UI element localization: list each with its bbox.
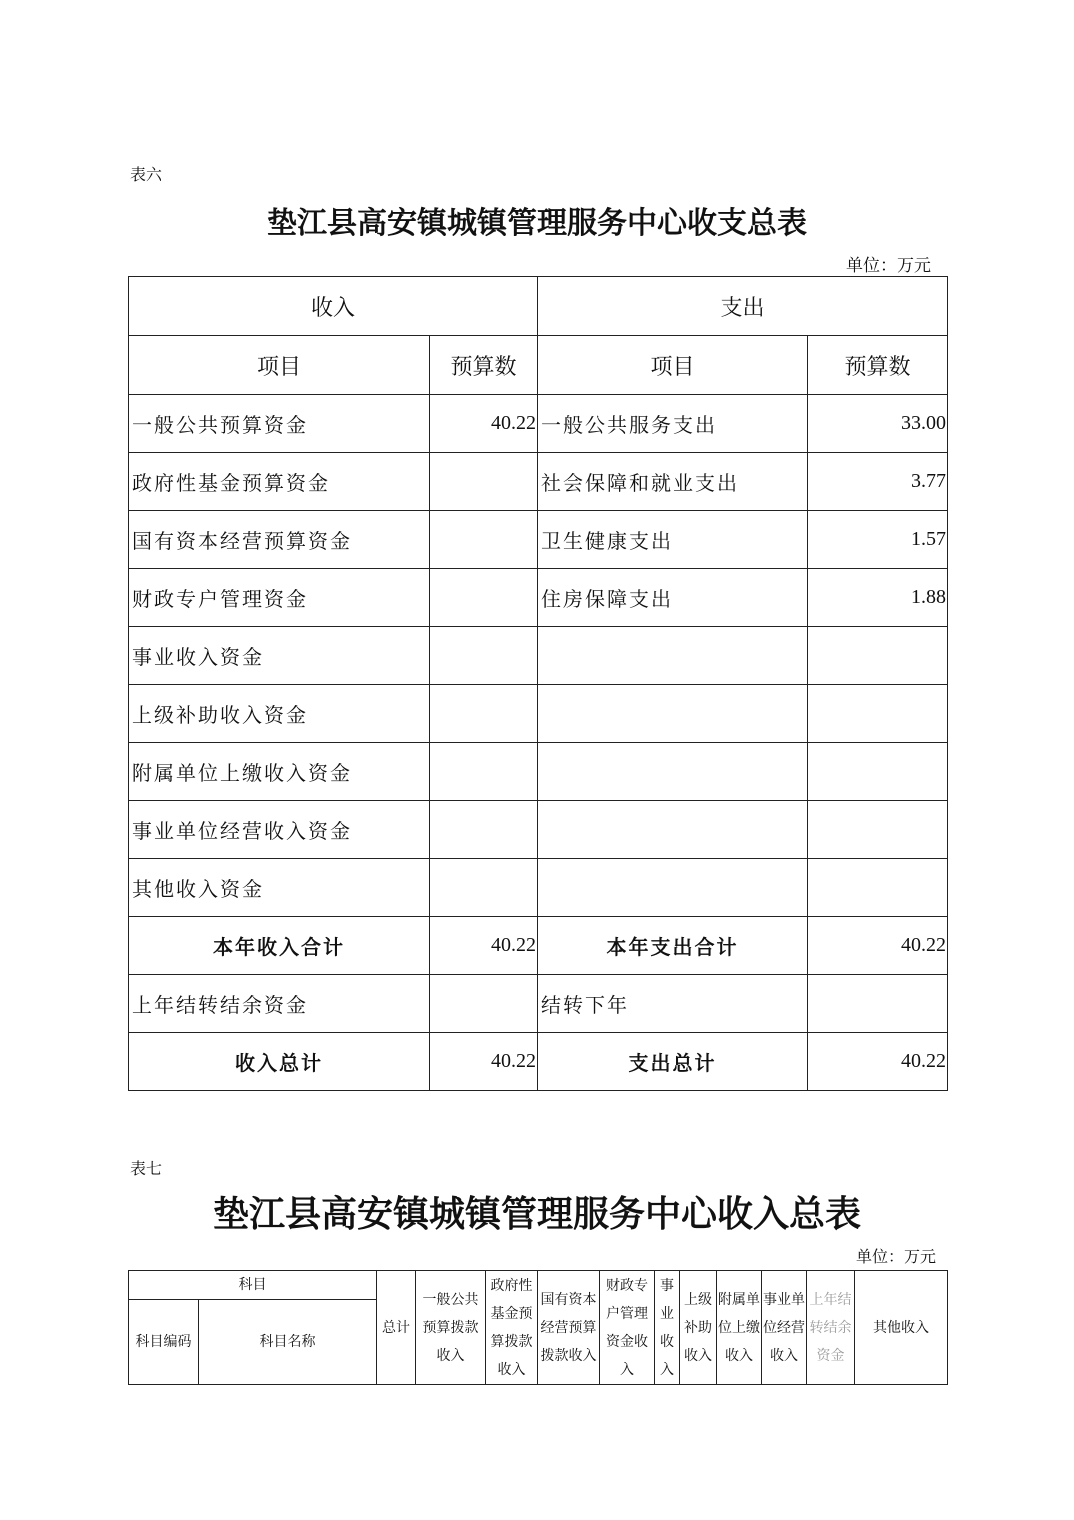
income-value: [430, 685, 538, 743]
year-income-total-label: 本年收入合计: [129, 917, 430, 975]
expense-budget-column-header: 预算数: [808, 336, 948, 395]
income-value: [430, 859, 538, 917]
expense-item: [538, 859, 808, 917]
superior-subsidy-header: 上级补助收入: [680, 1271, 717, 1385]
expense-item: 社会保障和就业支出: [538, 453, 808, 511]
expense-value: [808, 627, 948, 685]
expense-value: 1.88: [808, 569, 948, 627]
income-value: [430, 569, 538, 627]
income-item: 事业收入资金: [129, 627, 430, 685]
income-item: 国有资本经营预算资金: [129, 511, 430, 569]
expense-value: 1.57: [808, 511, 948, 569]
table7-unit: 单位：万元: [856, 1247, 937, 1266]
income-item: 事业单位经营收入资金: [129, 801, 430, 859]
income-grand-total-label: 收入总计: [129, 1033, 430, 1091]
table-row: [129, 685, 948, 743]
expense-grand-total-value: 40.22: [808, 1033, 948, 1091]
expense-grand-total-label: 支出总计: [538, 1033, 808, 1091]
table-row: [129, 743, 948, 801]
carryover-income-value: [430, 975, 538, 1033]
income-item: 上级补助收入资金: [129, 685, 430, 743]
general-budget-header: 一般公共预算拨款收入: [416, 1271, 486, 1385]
fund-budget-header: 政府性基金预算拨款收入: [486, 1271, 538, 1385]
table-row: [129, 569, 948, 627]
year-expense-total-value: 40.22: [808, 917, 948, 975]
table-row: [129, 453, 948, 511]
table6-label: 表六: [130, 165, 163, 184]
expense-item: [538, 685, 808, 743]
income-value: [430, 511, 538, 569]
expense-header: 支出: [538, 277, 948, 336]
carryover-header: 上年结转结余资金: [807, 1271, 855, 1385]
expense-item: [538, 801, 808, 859]
expense-value: 3.77: [808, 453, 948, 511]
income-value: [430, 743, 538, 801]
income-budget-column-header: 预算数: [430, 336, 538, 395]
income-item: 一般公共预算资金: [129, 395, 430, 453]
income-value: 40.22: [430, 395, 538, 453]
table7-title: 垫江县高安镇城镇管理服务中心收入总表: [212, 1193, 861, 1235]
state-capital-header: 国有资本经营预算拨款收入: [538, 1271, 600, 1385]
subject-name-header: 科目名称: [199, 1300, 377, 1385]
income-item: 其他收入资金: [129, 859, 430, 917]
income-value: [430, 453, 538, 511]
income-item: 财政专户管理资金: [129, 569, 430, 627]
other-income-header: 其他收入: [855, 1271, 948, 1385]
business-income-header: 事业收入: [655, 1271, 680, 1385]
expense-value: [808, 859, 948, 917]
total-header: 总计: [377, 1271, 416, 1385]
table-row: [129, 801, 948, 859]
income-value: [430, 801, 538, 859]
expense-value: [808, 685, 948, 743]
year-total-row: [129, 917, 948, 975]
income-item-column-header: 项目: [129, 336, 430, 395]
table-row: [129, 627, 948, 685]
subject-code-header: 科目编码: [129, 1300, 199, 1385]
table6-unit: 单位：万元: [846, 256, 931, 276]
column-header-row: [129, 336, 948, 395]
affiliate-income-header: 附属单位上缴收入: [717, 1271, 762, 1385]
expense-item: 卫生健康支出: [538, 511, 808, 569]
year-income-total-value: 40.22: [430, 917, 538, 975]
expense-value: [808, 801, 948, 859]
section-header-row: [129, 277, 948, 336]
table7-header-row: [129, 1271, 948, 1300]
table-row: [129, 859, 948, 917]
expense-value: [808, 743, 948, 801]
income-summary-table: [128, 1270, 948, 1385]
income-grand-total-value: 40.22: [430, 1033, 538, 1091]
income-value: [430, 627, 538, 685]
operation-income-header: 事业单位经营收入: [762, 1271, 807, 1385]
table-row: [129, 511, 948, 569]
expense-value: 33.00: [808, 395, 948, 453]
table6-title: 垫江县高安镇城镇管理服务中心收支总表: [267, 206, 807, 241]
expense-item: 一般公共服务支出: [538, 395, 808, 453]
expense-item: 住房保障支出: [538, 569, 808, 627]
table-row: [129, 395, 948, 453]
carryover-expense-value: [808, 975, 948, 1033]
carryover-expense-label: 结转下年: [538, 975, 808, 1033]
subject-header: 科目: [129, 1271, 377, 1300]
expense-item: [538, 743, 808, 801]
table7-label: 表七: [130, 1159, 163, 1178]
income-header: 收入: [129, 277, 538, 336]
special-account-header: 财政专户管理资金收入: [600, 1271, 655, 1385]
income-item: 附属单位上缴收入资金: [129, 743, 430, 801]
income-expense-table: [128, 276, 948, 1091]
income-item: 政府性基金预算资金: [129, 453, 430, 511]
year-expense-total-label: 本年支出合计: [538, 917, 808, 975]
grand-total-row: [129, 1033, 948, 1091]
carryover-row: [129, 975, 948, 1033]
expense-item: [538, 627, 808, 685]
expense-item-column-header: 项目: [538, 336, 808, 395]
carryover-income-label: 上年结转结余资金: [129, 975, 430, 1033]
